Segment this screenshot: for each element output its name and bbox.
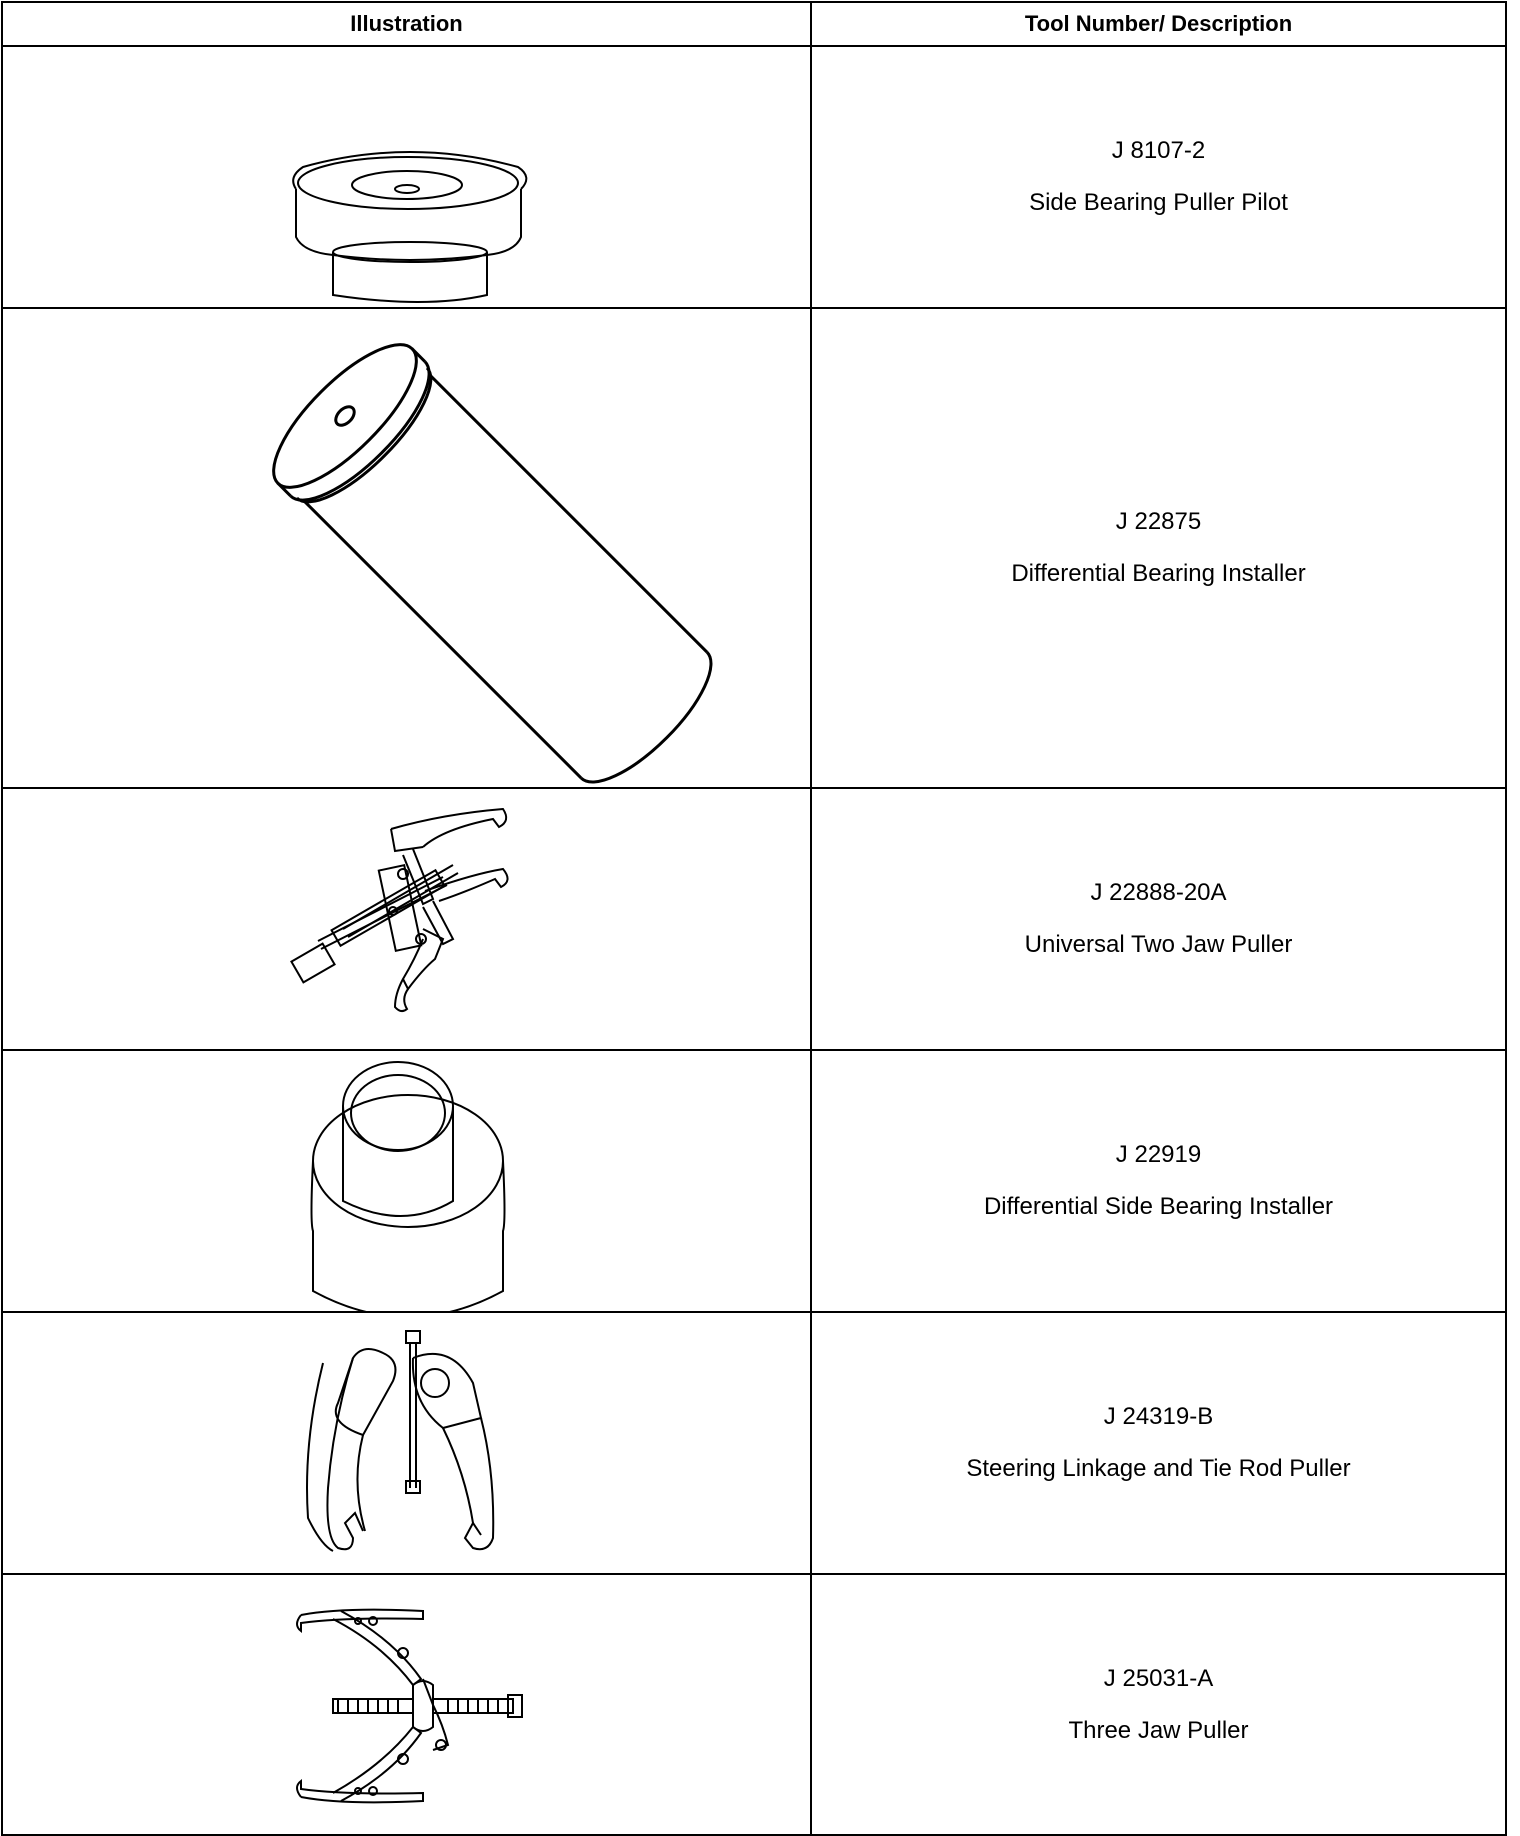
header-row: [2, 2, 1506, 46]
side-bearing-installer-icon: [3, 1051, 812, 1311]
two-jaw-puller-icon: [3, 789, 812, 1049]
illustration-cell: [2, 1312, 811, 1574]
cylinder-installer-icon: [3, 309, 812, 787]
table-row: [2, 1574, 1506, 1835]
description-cell: [811, 1574, 1506, 1835]
illustration-cell: [2, 308, 811, 788]
table-row: [2, 1312, 1506, 1574]
description-cell: [811, 1312, 1506, 1574]
description-cell: [811, 788, 1506, 1050]
illustration-cell: [2, 1050, 811, 1312]
illustration-cell: [2, 788, 811, 1050]
description-cell: [811, 46, 1506, 308]
illustration-cell: [2, 1574, 811, 1835]
tool-description: Differential Bearing Installer: [1011, 560, 1306, 587]
three-jaw-puller-icon: [3, 1575, 812, 1834]
tool-number: J 24319-B: [1103, 1403, 1214, 1430]
table-row: [2, 308, 1506, 788]
tool-description: Steering Linkage and Tie Rod Puller: [966, 1455, 1351, 1482]
table-row: [2, 46, 1506, 308]
description-cell: [811, 1050, 1506, 1312]
header-description: Tool Number/ Description: [811, 2, 1506, 46]
tool-number: J 22919: [1115, 1141, 1202, 1168]
special-tools-table: [1, 1, 1507, 1836]
tool-description: Differential Side Bearing Installer: [983, 1193, 1334, 1220]
description-cell: [811, 308, 1506, 788]
tool-number: J 22888-20A: [1090, 879, 1227, 906]
tool-description: Universal Two Jaw Puller: [1024, 931, 1293, 958]
table-row: [2, 788, 1506, 1050]
illustration-cell: [2, 46, 811, 308]
bearing-puller-pilot-icon: [3, 47, 812, 307]
tool-number: J 22875: [1115, 508, 1202, 535]
table-row: [2, 1050, 1506, 1312]
tool-number: J 8107-2: [1111, 137, 1206, 164]
header-illustration: Illustration: [2, 2, 811, 46]
tool-description: Three Jaw Puller: [1068, 1716, 1249, 1744]
tool-description: Side Bearing Puller Pilot: [1029, 189, 1288, 216]
tool-number: J 25031-A: [1103, 1664, 1214, 1692]
tie-rod-puller-icon: [3, 1313, 812, 1573]
